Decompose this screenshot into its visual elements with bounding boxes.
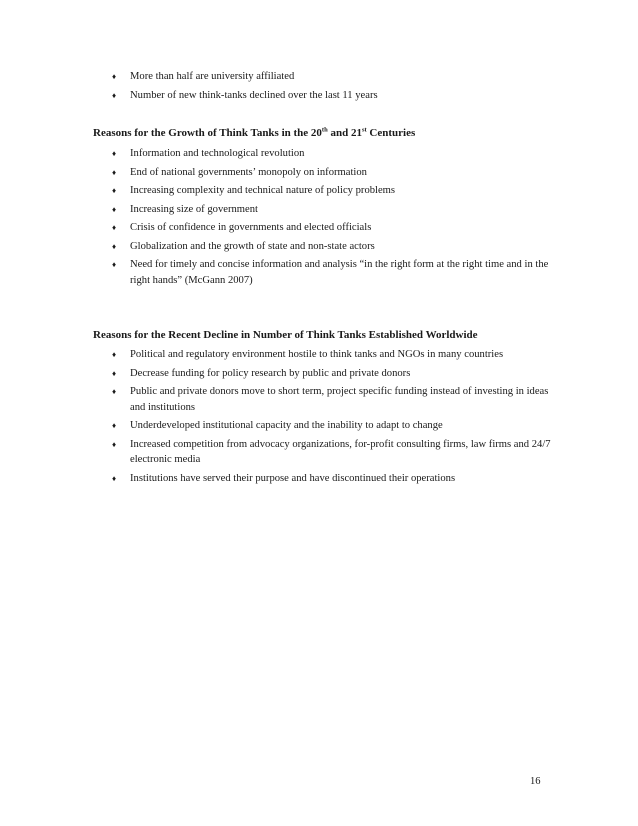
diamond-bullet-icon: ♦: [112, 387, 117, 396]
diamond-bullet-icon: ♦: [112, 223, 117, 232]
list-item: [93, 220, 563, 236]
diamond-bullet-icon: ♦: [112, 241, 117, 251]
list-item-text: Underdeveloped institutional capacity and the inability to adapt to change: [130, 420, 443, 431]
list-item: [93, 257, 563, 288]
list-item: [93, 88, 563, 104]
list-item-text: Political and regulatory environment hostile to think tanks and NGOs in many countries: [130, 349, 504, 360]
diamond-bullet-icon: ♦: [112, 473, 117, 483]
list-item: [93, 183, 563, 199]
diamond-bullet-icon: ♦: [112, 167, 117, 177]
diamond-bullet-icon: ♦: [112, 72, 117, 81]
list-item-text: Information and technological revolution: [130, 148, 305, 159]
list-item: [93, 146, 563, 162]
list-item-text: Crisis of confidence in governments and elected officials: [130, 222, 372, 233]
list-item-text: Decrease funding for policy research by public and private donors: [130, 367, 411, 379]
list-item-text: Globalization and the growth of state and non-state actors: [130, 240, 375, 252]
page-number: 16: [530, 776, 541, 787]
list-item: [93, 69, 563, 85]
list-item: [93, 165, 563, 181]
decline-bullet-list: [93, 347, 563, 489]
list-item: [93, 384, 563, 415]
list-item-text: Institutions have served their purpose and have discontinued their operations: [130, 472, 456, 484]
list-item: [93, 418, 563, 434]
list-item: [93, 471, 563, 487]
list-item: [93, 202, 563, 218]
diamond-bullet-icon: ♦: [112, 368, 117, 378]
list-item: [93, 239, 563, 255]
list-item-text: Increased competition from advocacy organizations, for-profit consulting firms, law firms and 24/7 electronic media: [130, 438, 551, 465]
diamond-bullet-icon: ♦: [112, 350, 117, 359]
list-item-text: End of national governments’ monopoly on information: [130, 166, 367, 178]
list-item-text: Increasing size of government: [130, 203, 258, 215]
diamond-bullet-icon: ♦: [112, 204, 117, 214]
diamond-bullet-icon: ♦: [112, 260, 117, 269]
diamond-bullet-icon: ♦: [112, 186, 117, 195]
intro-bullet-list: [93, 69, 563, 106]
list-item: [93, 347, 563, 363]
list-item-text: Need for timely and concise information and analysis “in the right form at the right time and in the right hands” (McGann 2007): [130, 259, 549, 286]
decline-section-heading: Reasons for the Recent Decline in Number of Think Tanks Established Worldwide: [93, 329, 478, 341]
diamond-bullet-icon: ♦: [112, 90, 117, 100]
list-item-text: Public and private donors move to short term, project specific funding instead of investing in ideas and institutions: [130, 386, 549, 413]
list-item-text: Number of new think-tanks declined over the last 11 years: [130, 89, 378, 101]
list-item-text: Increasing complexity and technical nature of policy problems: [130, 185, 396, 196]
diamond-bullet-icon: ♦: [112, 439, 117, 449]
list-item-text: More than half are university affiliated: [130, 71, 295, 82]
diamond-bullet-icon: ♦: [112, 421, 117, 430]
list-item: [93, 366, 563, 382]
list-item: [93, 437, 563, 468]
diamond-bullet-icon: ♦: [112, 149, 117, 158]
growth-section-heading: Reasons for the Growth of Think Tanks in the 20th and 21st Centuries: [93, 126, 416, 139]
growth-bullet-list: [93, 146, 563, 291]
